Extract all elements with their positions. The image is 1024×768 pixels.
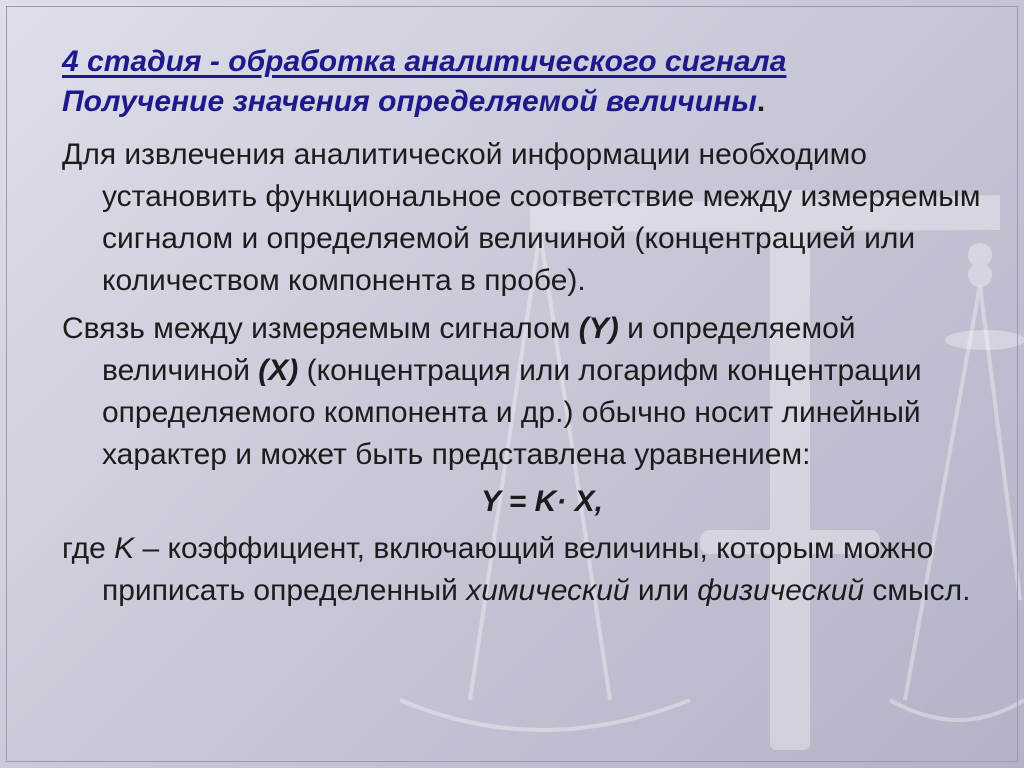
signal-relation-part2: и определяемой величиной (102, 312, 856, 387)
coefficient-part4: смысл. (864, 574, 971, 607)
signal-variable-y: (Y) (578, 312, 619, 345)
stage-subtitle-period: . (756, 85, 766, 118)
linear-equation: Y = K· X, (481, 485, 603, 518)
word-chemical: химический (466, 574, 630, 607)
signal-relation-part1: Связь между измеряемым сигналом (62, 312, 579, 345)
stage-title (62, 42, 982, 82)
stage-subtitle (62, 82, 982, 122)
paragraph-analytical-info-text: Для извлечения аналитической информации необходимо установить функциональное соответствие между измеряемым сигналом и определяемой величиной (концентрацией или количеством компонента в пробе). (62, 138, 981, 297)
word-physical: физический (697, 574, 865, 607)
quantity-variable-x: (X) (258, 354, 299, 387)
slide-content (62, 42, 982, 612)
paragraph-coefficient (62, 528, 982, 612)
coefficient-part3: или (629, 574, 698, 607)
stage-subtitle-text: Получение значения определяемой величины (62, 85, 757, 118)
paragraph-signal-relation (62, 308, 982, 476)
paragraph-analytical-info (62, 134, 982, 302)
coefficient-part2: – коэффициент, включающий величины, которым можно приписать определенный (102, 532, 934, 607)
signal-relation-part3: (концентрация или логарифм концентрации определяемого компонента и др.) обычно носит линейный характер и может быть представлена уравнением: (102, 354, 922, 471)
coefficient-k: K (114, 532, 135, 565)
stage-title-text: 4 стадия - обработка аналитического сигнала (62, 45, 787, 78)
coefficient-part1: где (62, 532, 115, 565)
